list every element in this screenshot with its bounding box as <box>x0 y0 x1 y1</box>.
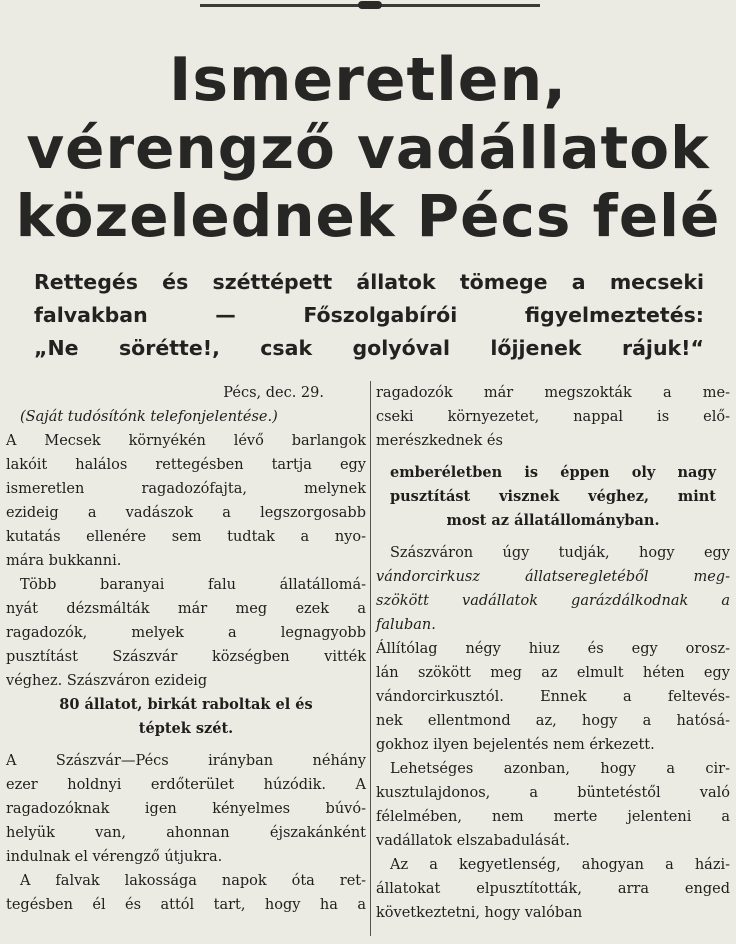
text-line: merészkednek és <box>376 433 503 449</box>
subheadline <box>34 266 704 365</box>
bold-callout-line: 80 állatot, birkát raboltak el és <box>59 696 313 713</box>
text-line: nek ellentmond az, hogy a hatósá- <box>376 713 730 729</box>
text-line: vándorcirkusztól. Ennek a feltevés- <box>376 689 730 705</box>
text-line: félelmében, nem merte jelenteni a <box>376 809 730 825</box>
text-line: ismeretlen ragadozófajta, melynek <box>6 481 366 497</box>
subheadline-line-2: falvakban — Főszolgabírói figyelmeztetés: <box>34 303 704 327</box>
text-line: Szászváron úgy tudják, hogy egy <box>390 545 730 561</box>
text-line: nyát dézsmálták már meg ezek a <box>6 601 366 617</box>
italic-text-line: szökött vadállatok garázdálkodnak a <box>376 593 730 609</box>
paragraph-gap <box>6 741 366 749</box>
text-line: ragadozók már megszokták a me- <box>376 385 730 401</box>
byline: (Saját tudósítónk telefonjelentése.) <box>20 409 278 425</box>
text-line: következtetni, hogy valóban <box>376 905 583 921</box>
text-line: A Mecsek környékén lévő barlangok <box>6 433 366 449</box>
bold-callout-line: téptek szét. <box>138 720 234 737</box>
paragraph-gap <box>376 453 730 461</box>
text-line: állatokat elpusztították, arra enged <box>376 881 730 897</box>
bold-callout-line: most az állatállományban. <box>446 512 660 529</box>
text-line: cseki környezetet, nappal is elő- <box>376 409 730 425</box>
text-line: gokhoz ilyen bejelentés nem érkezett. <box>376 737 655 753</box>
headline <box>0 46 736 250</box>
bold-callout-line: emberéletben is éppen oly nagy <box>390 464 716 481</box>
text-line: helyük van, ahonnan éjszakánként <box>6 825 366 841</box>
text-line: pusztítást Szászvár községben vitték <box>6 649 366 665</box>
column-divider <box>370 381 371 936</box>
headline-line-3: közelednek Pécs felé <box>15 182 721 250</box>
text-line: mára bukkanni. <box>6 553 122 569</box>
text-line: ezideig a vadászok a legszorgosabb <box>6 505 366 521</box>
italic-text-line: faluban. <box>376 617 436 633</box>
text-line: ragadozóknak igen kényelmes búvó- <box>6 801 366 817</box>
text-line: ezer holdnyi erdőterület húzódik. A <box>6 777 366 793</box>
bold-callout-line: pusztítást visznek véghez, mint <box>390 488 716 505</box>
headline-line-1: Ismeretlen, <box>169 45 567 115</box>
article-right-column <box>376 381 730 925</box>
text-line: indulnak el vérengző útjukra. <box>6 849 223 865</box>
dateline: Pécs, dec. 29. <box>223 385 324 401</box>
text-line: kusztulajdonos, a büntetéstől való <box>376 785 730 801</box>
text-line: lán szökött meg az elmult héten egy <box>376 665 730 681</box>
italic-text-line: vándorcirkusz állatseregletéből meg- <box>376 569 730 585</box>
text-line: lakóit halálos rettegésben tartja egy <box>6 457 366 473</box>
subheadline-line-3: „Ne sörétte!, csak golyóval lőjjenek rájuk!“ <box>34 336 704 360</box>
subheadline-line-1: Rettegés és széttépett állatok tömege a mecseki <box>34 270 704 294</box>
text-line: Az a kegyetlenség, ahogyan a házi- <box>390 857 730 873</box>
top-rule-ornament <box>358 1 382 9</box>
text-line: tegésben él és attól tart, hogy ha a <box>6 897 366 913</box>
text-line: A falvak lakossága napok óta ret- <box>20 873 366 889</box>
text-line: vadállatok elszabadulását. <box>376 833 570 849</box>
headline-line-2: vérengző vadállatok <box>26 114 710 182</box>
text-line: kutatás ellenére sem tudtak a nyo- <box>6 529 366 545</box>
text-line: véghez. Szászváron ezideig <box>6 673 208 689</box>
text-line: A Szászvár—Pécs irányban néhány <box>6 753 366 769</box>
text-line: Több baranyai falu állatállomá- <box>20 577 366 593</box>
article-left-column <box>6 381 366 917</box>
paragraph-gap <box>376 533 730 541</box>
text-line: Állítólag négy hiuz és egy orosz- <box>376 641 730 657</box>
text-line: Lehetséges azonban, hogy a cir- <box>390 761 730 777</box>
text-line: ragadozók, melyek a legnagyobb <box>6 625 366 641</box>
